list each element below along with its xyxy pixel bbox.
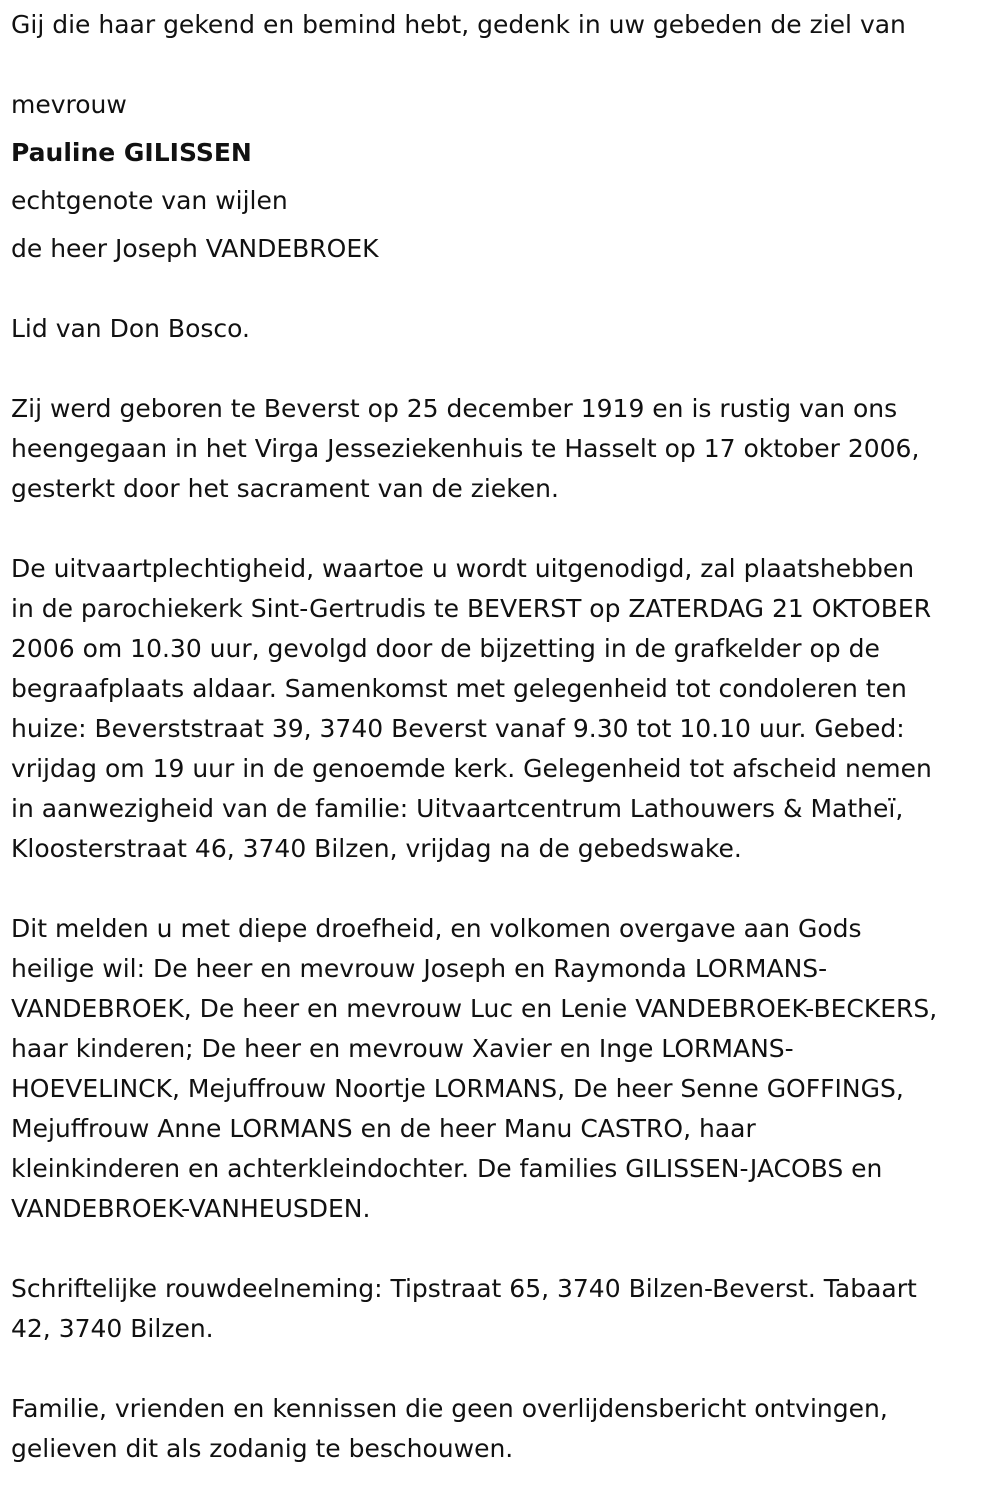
paragraph-line: 2006 om 10.30 uur, gevolgd door de bijzetting in de grafkelder op de: [11, 634, 880, 663]
intro-text: Gij die haar gekend en bemind hebt, gedenk in uw gebeden de ziel van: [11, 10, 906, 39]
paragraph-line: begraafplaats aldaar. Samenkomst met gelegenheid tot condoleren ten: [11, 674, 907, 703]
paragraph-line: huize: Beverststraat 39, 3740 Beverst vanaf 9.30 tot 10.10 uur. Gebed:: [11, 714, 905, 743]
paragraph-line: vrijdag om 19 uur in de genoemde kerk. Gelegenheid tot afscheid nemen: [11, 754, 932, 783]
paragraph-line: in aanwezigheid van de familie: Uitvaartcentrum Lathouwers & Matheï,: [11, 794, 904, 823]
paragraph-line: Zij werd geboren te Beverst op 25 december 1919 en is rustig van ons: [11, 394, 898, 423]
paragraph-line: in de parochiekerk Sint-Gertrudis te BEVERST op ZATERDAG 21 OKTOBER: [11, 594, 932, 623]
paragraph-line: Dit melden u met diepe droefheid, en volkomen overgave aan Gods: [11, 914, 862, 943]
spacer: [11, 349, 989, 389]
paragraph-line: HOEVELINCK, Mejuffrouw Noortje LORMANS, De heer Senne GOFFINGS,: [11, 1074, 904, 1103]
spouse-line-2: de heer Joseph VANDEBROEK: [11, 234, 379, 263]
spacer: [11, 509, 989, 549]
membership-text: Lid van Don Bosco.: [11, 314, 250, 343]
family-paragraph: [11, 909, 989, 1229]
paragraph-line: VANDEBROEK-VANHEUSDEN.: [11, 1194, 371, 1223]
deceased-name: Pauline GILISSEN: [11, 138, 252, 167]
funeral-paragraph: [11, 549, 989, 869]
title-prefix: mevrouw: [11, 90, 127, 119]
paragraph-line: heilige wil: De heer en mevrouw Joseph en Raymonda LORMANS-: [11, 954, 828, 983]
paragraph-line: Kloosterstraat 46, 3740 Bilzen, vrijdag na de gebedswake.: [11, 834, 742, 863]
spouse-line-1: echtgenote van wijlen: [11, 186, 288, 215]
spacer: [11, 1349, 989, 1389]
paragraph-line: De uitvaartplechtigheid, waartoe u wordt uitgenodigd, zal plaatshebben: [11, 554, 915, 583]
spacer: [11, 869, 989, 909]
paragraph-line: haar kinderen; De heer en mevrouw Xavier en Inge LORMANS-: [11, 1034, 794, 1063]
paragraph-line: Mejuffrouw Anne LORMANS en de heer Manu CASTRO, haar: [11, 1114, 756, 1143]
paragraph-line: Schriftelijke rouwdeelneming: Tipstraat 65, 3740 Bilzen-Beverst. Tabaart: [11, 1274, 917, 1303]
paragraph-line: heengegaan in het Virga Jesseziekenhuis te Hasselt op 17 oktober 2006,: [11, 434, 920, 463]
spacer: [11, 269, 989, 309]
spacer: [11, 45, 989, 85]
birth-death-paragraph: [11, 389, 989, 509]
closing-paragraph: [11, 1389, 989, 1469]
spacer: [11, 1229, 989, 1269]
paragraph-line: gesterkt door het sacrament van de zieken.: [11, 474, 559, 503]
condolence-paragraph: [11, 1269, 989, 1349]
paragraph-line: 42, 3740 Bilzen.: [11, 1314, 214, 1343]
paragraph-line: kleinkinderen en achterkleindochter. De families GILISSEN-JACOBS en: [11, 1154, 883, 1183]
paragraph-line: Familie, vrienden en kennissen die geen overlijdensbericht ontvingen,: [11, 1394, 888, 1423]
paragraph-line: gelieven dit als zodanig te beschouwen.: [11, 1434, 514, 1463]
paragraph-line: VANDEBROEK, De heer en mevrouw Luc en Lenie VANDEBROEK-BECKERS,: [11, 994, 938, 1023]
